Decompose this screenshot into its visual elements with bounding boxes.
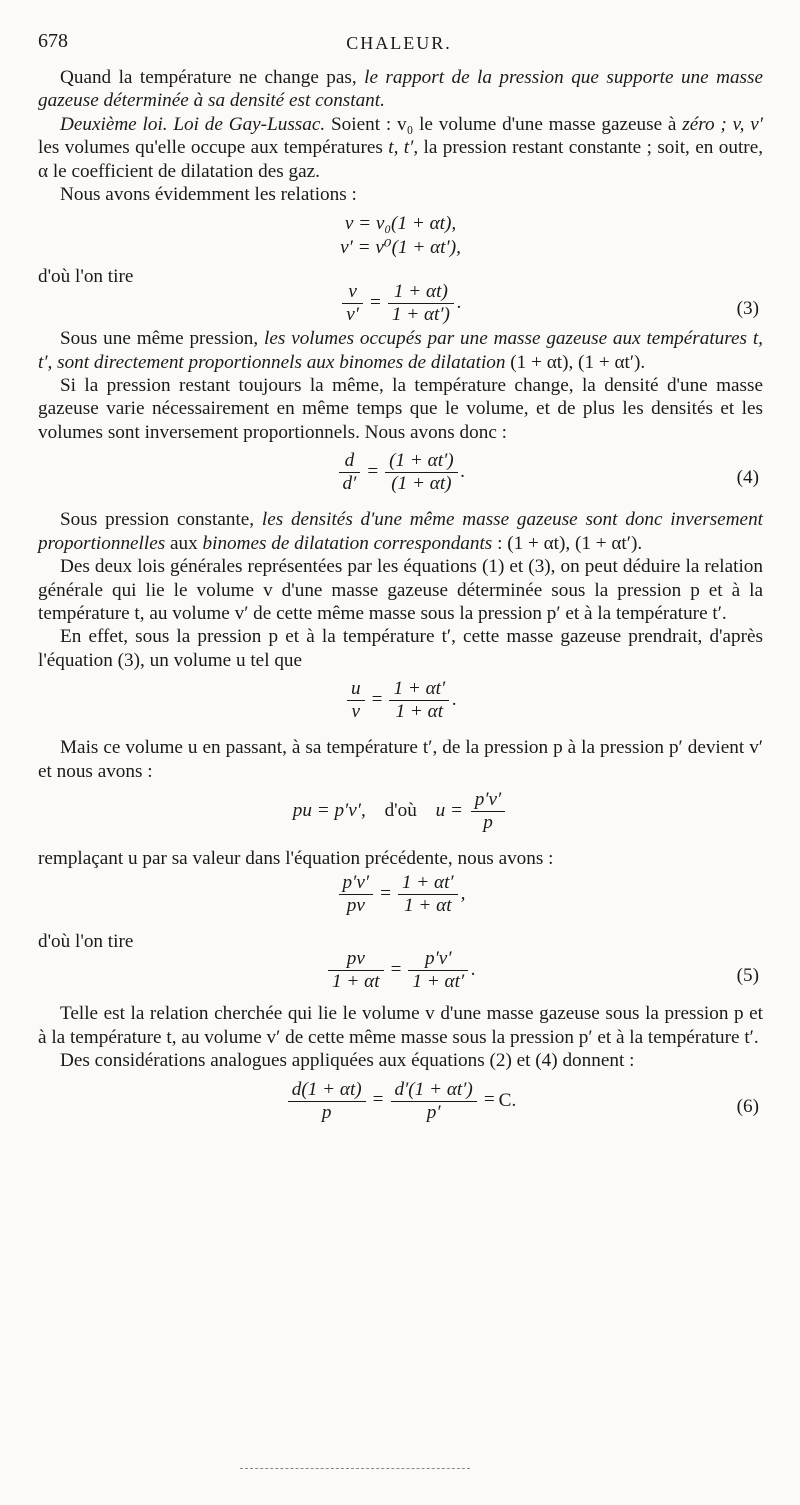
page-header: [38, 30, 760, 60]
equation-4: $\frac{d}{d'}$ = $\frac{(1 + \alpha t')}{(1 + \alpha t)}$ . (4): [38, 450, 763, 502]
footer-rule: [240, 1468, 470, 1469]
equation-number-5: (5): [736, 965, 759, 987]
paragraph-volume-u: En effet, sous la pression p et à la température t′, cette masse gazeuse prendrait, d'après l'équation (3), un volume u tel que: [38, 626, 763, 671]
equation-number-3: (3): [736, 298, 759, 320]
equation-replaced: $\frac{p'v'}{pv}$ = $\frac{1 + \alpha t'}{1 + \alpha t}$ ,: [38, 872, 763, 924]
equation-5: d'où l'on tire $\frac{pv}{1 + \alpha t}$ = $\frac{p'v'}{1 + \alpha t'}$ . (5): [38, 931, 759, 993]
page-body: [38, 66, 763, 1137]
paragraph-density-change: Si la pression restant toujours la même, la température change, la densité d'une masse gazeuse varie nécessairement en même temps que le volume, et de plus les densités et les volumes sont inversement proportionnels. Nous avons donc :: [38, 375, 763, 443]
paragraph-pressure-density: Quand la température ne change pas, le rapport de la pression que supporte une masse gazeuse déterminée à sa densité est constant.: [38, 67, 763, 112]
paragraph-relations-intro: Nous avons évidemment les relations :: [60, 184, 357, 206]
equation-6: $\frac{d(1 + \alpha t)}{p}$ = $\frac{d'(1 + \alpha t')}{p'}$ = C. (6): [38, 1079, 763, 1131]
paragraph-volume-u-change: Mais ce volume u en passant, à sa température t′, de la pression p à la pression p′ devient v′ et nous avons :: [38, 737, 763, 782]
equation-u: $\frac{u}{v}$ = $\frac{1 + \alpha t'}{1 + \alpha t}$ .: [38, 678, 763, 730]
equation-3: d'où l'on tire $\frac{v}{v'}$ = $\frac{1 + \alpha t)}{1 + \alpha t')}$ . (3): [38, 266, 759, 326]
paragraph-densities-law: Sous pression constante, les densités d'une même masse gazeuse sont donc inversement proportionnelles aux binomes de dilatation correspondants : (1 + αt), (1 + αt′).: [38, 509, 763, 554]
paragraph-general-relation: Des deux lois générales représentées par les équations (1) et (3), on peut déduire la relation générale qui lie le volume v d'une masse gazeuse déterminée sous la pression p et à la température t, au volume v′ de cette même masse sous la pression p′ et à la température t′.: [38, 556, 763, 624]
equation-number-4: (4): [736, 467, 759, 489]
paragraph-substitution: remplaçant u par sa valeur dans l'équation précédente, nous avons :: [38, 847, 554, 869]
paragraph-conclusion: Telle est la relation cherchée qui lie le volume v d'une masse gazeuse sous la pression p et à la température t, au volume v′ de cette même masse sous la pression p′ et à la température t′.: [38, 1003, 763, 1048]
paragraph-gay-lussac: Deuxième loi. Loi de Gay-Lussac. Soient : v₀ le volume d'une masse gazeuse à zéro ; v, v′ les volumes qu'elle occupe aux températures t, t′, la pression restant constante ; soit, en outre, α le coefficient de dilatation des gaz.: [38, 113, 764, 182]
equation-pu: pu = p′v′, d'où u = $\frac{p'v'}{p}$: [38, 789, 763, 841]
running-title: CHALEUR.: [346, 33, 452, 53]
equation-number-6: (6): [736, 1095, 759, 1117]
paragraph-volumes-law: Sous une même pression, les volumes occupés par une masse gazeuse aux températures t, t′, sont directement proportionnels aux binomes de dilatation (1 + αt), (1 + αt′).: [38, 328, 763, 373]
paragraph-analogous: Des considérations analogues appliquées aux équations (2) et (4) donnent :: [60, 1050, 635, 1072]
page-number: 678: [38, 30, 68, 52]
equation-volumes: v = v₀(1 + αt), v′ = v⁰(1 + αt′),: [340, 213, 461, 258]
